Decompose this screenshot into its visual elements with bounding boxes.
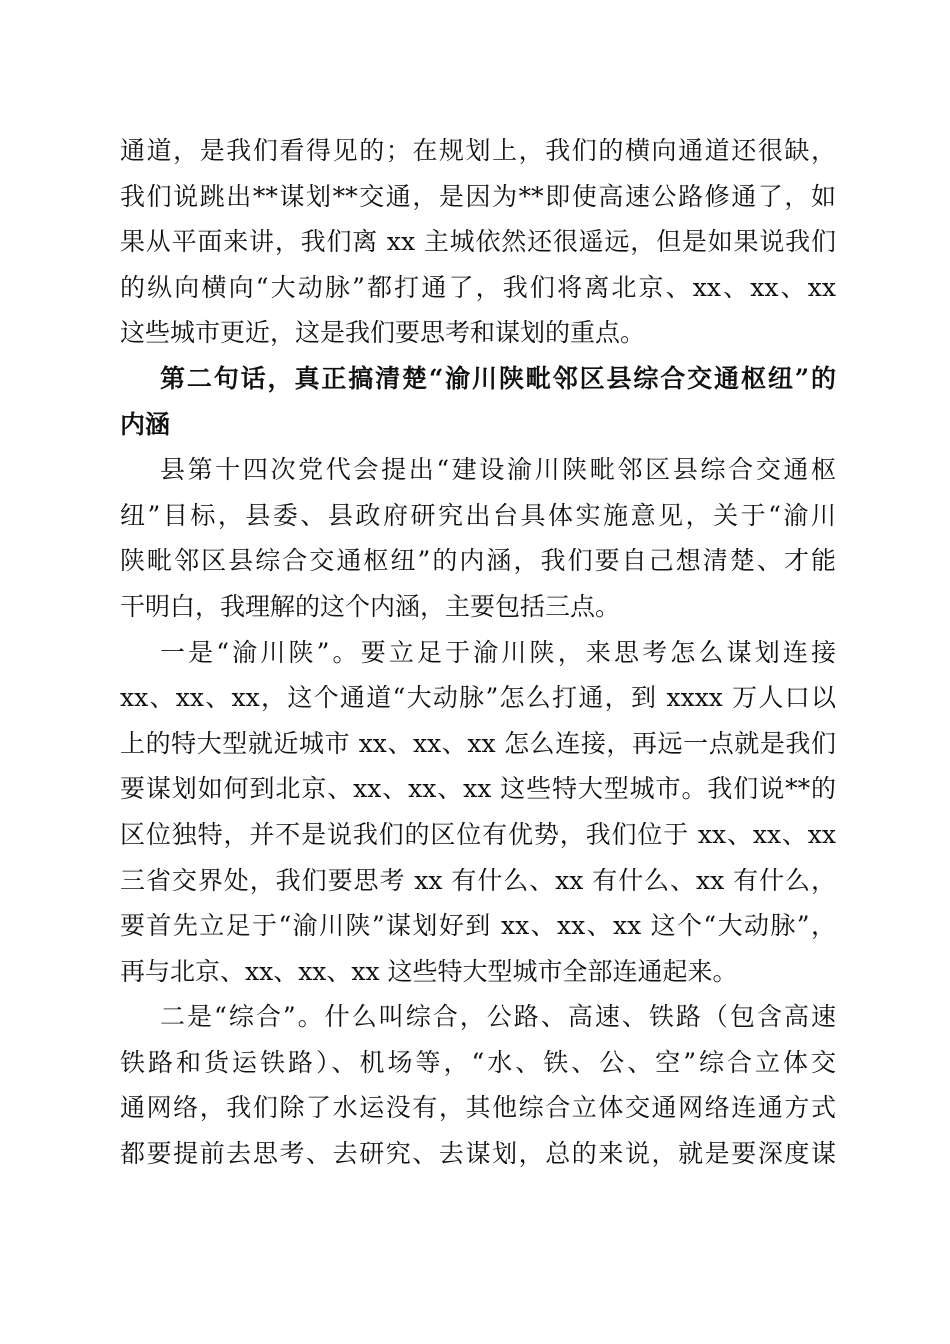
text-line: 纽”目标，县委、县政府研究出台具体实施意见，关于“渝川 (120, 500, 836, 530)
text-line: 铁路和货运铁路）、机场等，“水、铁、公、空”综合立体交 (120, 1047, 836, 1077)
document-body (120, 128, 836, 1177)
text-line: 通道，是我们看得见的；在规划上，我们的横向通道还很缺， (120, 136, 836, 165)
text-line: 陕毗邻区县综合交通枢纽”的内涵，我们要自己想清楚、才能 (120, 546, 836, 576)
text-line: 都要提前去思考、去研究、去谋划，总的来说，就是要深度谋 (120, 1139, 836, 1169)
text-line: 县第十四次党代会提出“建设渝川陕毗邻区县综合交通枢 (160, 455, 836, 485)
text-line: 要谋划如何到北京、xx、xx、xx 这些特大型城市。我们说**的 (120, 774, 836, 804)
text-line: 我们说跳出**谋划**交通，是因为**即使高速公路修通了，如 (120, 181, 836, 211)
text-line: 二是“综合”。什么叫综合，公路、高速、铁路（包含高速 (160, 1002, 836, 1032)
text-line: 上的特大型就近城市 xx、xx、xx 怎么连接，再远一点就是我们 (120, 728, 836, 758)
text-line: 要首先立足于“渝川陕”谋划好到 xx、xx、xx 这个“大动脉”， (120, 911, 836, 941)
text-line: 再与北京、xx、xx、xx 这些特大型城市全部连通起来。 (120, 956, 738, 986)
text-line: 一是“渝川陕”。要立足于渝川陕，来思考怎么谋划连接 (160, 637, 836, 667)
text-line: 通网络，我们除了水运没有，其他综合立体交通网络连通方式 (120, 1093, 836, 1123)
heading-line: 内涵 (120, 409, 171, 439)
text-line: 干明白，我理解的这个内涵，主要包括三点。 (120, 591, 621, 621)
paragraph-point-one (120, 630, 836, 995)
text-line: 这些城市更近，这是我们要思考和谋划的重点。 (120, 318, 646, 348)
text-line: 果从平面来讲，我们离 xx 主城依然还很遥远，但是如果说我们 (120, 227, 836, 257)
heading-line: 第二句话，真正搞清楚“渝川陕毗邻区县综合交通枢纽”的 (160, 363, 836, 393)
text-line: 区位独特，并不是说我们的区位有优势，我们位于 xx、xx、xx (120, 819, 836, 849)
paragraph-party-congress-goal (120, 447, 836, 629)
text-line: 三省交界处，我们要思考 xx 有什么、xx 有什么、xx 有什么， (120, 865, 836, 895)
paragraph-transport-channels (120, 128, 836, 356)
text-line: xx、xx、xx，这个通道“大动脉”怎么打通，到 xxxx 万人口以 (120, 683, 836, 713)
section-heading (120, 356, 836, 447)
paragraph-point-two (120, 994, 836, 1176)
text-line: 的纵向横向“大动脉”都打通了，我们将离北京、xx、xx、xx (120, 272, 836, 302)
